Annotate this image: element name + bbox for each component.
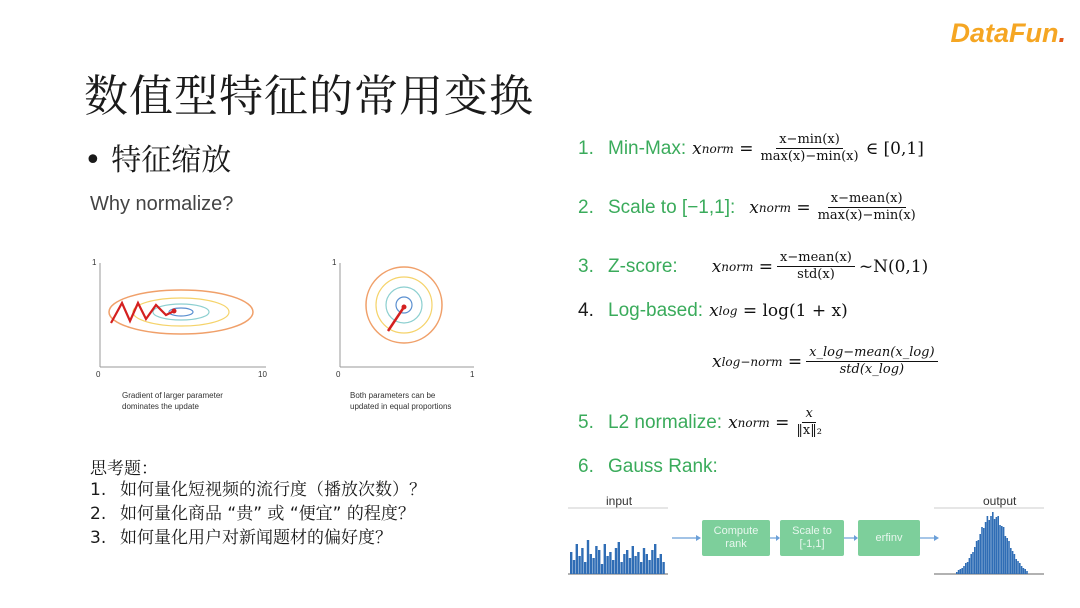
input-hist-bar	[584, 562, 586, 574]
input-hist-bar	[643, 548, 645, 574]
input-histogram	[568, 506, 668, 578]
input-hist-bar	[640, 562, 642, 574]
input-hist-bar	[592, 558, 594, 574]
output-hist-bar	[970, 554, 972, 574]
output-hist-bar	[974, 547, 976, 574]
output-hist-bar	[961, 568, 963, 574]
input-hist-bar	[587, 540, 589, 574]
input-hist-bar	[651, 550, 653, 574]
datafun-logo: DataFun.	[950, 18, 1066, 48]
left-plot-caption: Gradient of larger parameter dominates the update	[122, 391, 223, 411]
output-hist-bar	[996, 517, 998, 574]
right-x-tick-end: 1	[470, 370, 475, 379]
right-y-tick: 1	[332, 258, 337, 267]
input-hist-bar	[662, 562, 664, 574]
formula-gauss-rank: 6. Gauss Rank:	[578, 456, 718, 477]
left-contour-outer	[109, 290, 253, 334]
output-hist-bar	[1015, 559, 1017, 574]
output-hist-bar	[967, 562, 969, 574]
output-hist-bar	[969, 558, 971, 574]
output-hist-bar	[963, 566, 965, 574]
input-hist-bar	[609, 552, 611, 574]
input-hist-bar	[660, 554, 662, 574]
output-hist-bar	[965, 563, 967, 574]
right-gradient-path	[388, 307, 404, 331]
output-hist-bar	[976, 541, 978, 574]
input-hist-bar	[615, 548, 617, 574]
output-hist-bar	[972, 552, 974, 574]
output-hist-bar	[994, 519, 996, 574]
output-hist-bar	[1014, 554, 1016, 574]
why-normalize-heading: Why normalize?	[90, 193, 234, 215]
left-path-end	[172, 309, 177, 314]
output-hist-bar	[956, 572, 958, 574]
input-hist-bar	[618, 542, 620, 574]
input-hist-bar	[578, 556, 580, 574]
formula-log-norm: x log−norm = $\frac{\text{x\_log−mean(x\_log)}}{\text{std(x\_log)}}$	[712, 345, 942, 378]
output-hist-bar	[979, 534, 981, 574]
input-hist-bar	[581, 548, 583, 574]
bullet-feature-scaling: • 特征缩放	[84, 143, 232, 178]
input-hist-bar	[570, 552, 572, 574]
output-hist-bar	[1017, 561, 1019, 574]
output-hist-bar	[1024, 569, 1026, 574]
input-hist-bar	[590, 554, 592, 574]
input-hist-bar	[629, 558, 631, 574]
input-hist-bar	[626, 550, 628, 574]
output-hist-bar	[983, 528, 985, 574]
input-hist-bar	[632, 546, 634, 574]
input-hist-bar	[646, 554, 648, 574]
output-hist-bar	[1019, 563, 1021, 574]
input-hist-bar	[598, 550, 600, 574]
output-hist-bar	[1006, 538, 1008, 574]
input-hist-bar	[595, 546, 597, 574]
input-label: input	[606, 494, 633, 508]
right-x-tick-0: 0	[336, 370, 341, 379]
output-hist-bar	[992, 512, 994, 574]
question-item: 1. 如何量化短视频的流行度（播放次数）？	[90, 480, 426, 500]
formula-log: 4. Log-based: x log = log(1 + x)	[578, 300, 848, 321]
input-hist-bar	[606, 556, 608, 574]
output-hist-bar	[1012, 551, 1014, 574]
input-hist-bar	[634, 556, 636, 574]
formula-min-max: 1. Min-Max: x norm = $\frac{x-\min(x)}{\max(x)-\min(x)}$ ∈ [0,1]	[578, 132, 924, 164]
question-item: 2. 如何量化商品 “贵” 或 “便宜” 的程度？	[90, 504, 415, 524]
input-hist-bar	[657, 558, 659, 574]
left-y-tick: 1	[92, 258, 97, 267]
formula-zscore: 3. Z-score: x norm = $\frac{\text{x−mean(x)}}{\text{std(x)}}$ ~N(0,1)	[578, 250, 929, 282]
input-hist-bar	[576, 544, 578, 574]
output-hist-bar	[999, 525, 1001, 574]
input-hist-bar	[654, 544, 656, 574]
output-hist-bar	[1023, 568, 1025, 574]
output-hist-bar	[1001, 526, 1003, 574]
output-hist-bar	[1008, 541, 1010, 574]
questions-heading: 思考题：	[90, 459, 158, 479]
right-path-end	[402, 305, 407, 310]
output-hist-bar	[1005, 536, 1007, 574]
output-hist-bar	[987, 516, 989, 574]
output-hist-bar	[958, 570, 960, 574]
output-hist-bar	[990, 516, 992, 574]
input-hist-bar	[648, 560, 650, 574]
output-histogram	[934, 506, 1044, 578]
output-hist-bar	[997, 516, 999, 574]
output-hist-bar	[978, 540, 980, 574]
left-x-tick-0: 0	[96, 370, 101, 379]
step-erfinv: erfinv	[858, 520, 920, 556]
left-contour-inner	[153, 304, 209, 320]
slide-title: 数值型特征的常用变换	[84, 71, 534, 122]
output-hist-bar	[1026, 571, 1028, 574]
output-hist-bar	[985, 522, 987, 574]
output-hist-bar	[1003, 527, 1005, 574]
input-hist-bar	[637, 552, 639, 574]
output-hist-bar	[988, 520, 990, 574]
question-item: 3. 如何量化用户对新闻题材的偏好度？	[90, 528, 392, 548]
output-hist-bar	[960, 569, 962, 574]
output-hist-bar	[981, 527, 983, 574]
right-plot-caption: Both parameters can be updated in equal proportions	[350, 391, 452, 411]
output-label: output	[983, 494, 1017, 508]
questions-list	[90, 478, 426, 550]
left-contour-mid	[133, 298, 229, 326]
output-hist-bar	[1010, 548, 1012, 574]
input-hist-bar	[601, 564, 603, 574]
input-hist-bar	[620, 562, 622, 574]
input-hist-bar	[604, 544, 606, 574]
output-hist-bar	[1021, 566, 1023, 574]
formula-l2: 5. L2 normalize: x norm = $\frac{x}{\text{‖x‖₂}}$	[578, 406, 822, 438]
left-x-tick-end: 10	[258, 370, 267, 379]
input-hist-bar	[612, 560, 614, 574]
input-hist-bar	[573, 560, 575, 574]
formula-scale: 2. Scale to [−1,1]: x norm = $\frac{\text{x−mean(x)}}{\max(x)-\min(x)}$	[578, 191, 916, 223]
step-compute-rank: Compute rank	[702, 520, 770, 556]
step-scale: Scale to [-1,1]	[780, 520, 844, 556]
input-hist-bar	[623, 554, 625, 574]
